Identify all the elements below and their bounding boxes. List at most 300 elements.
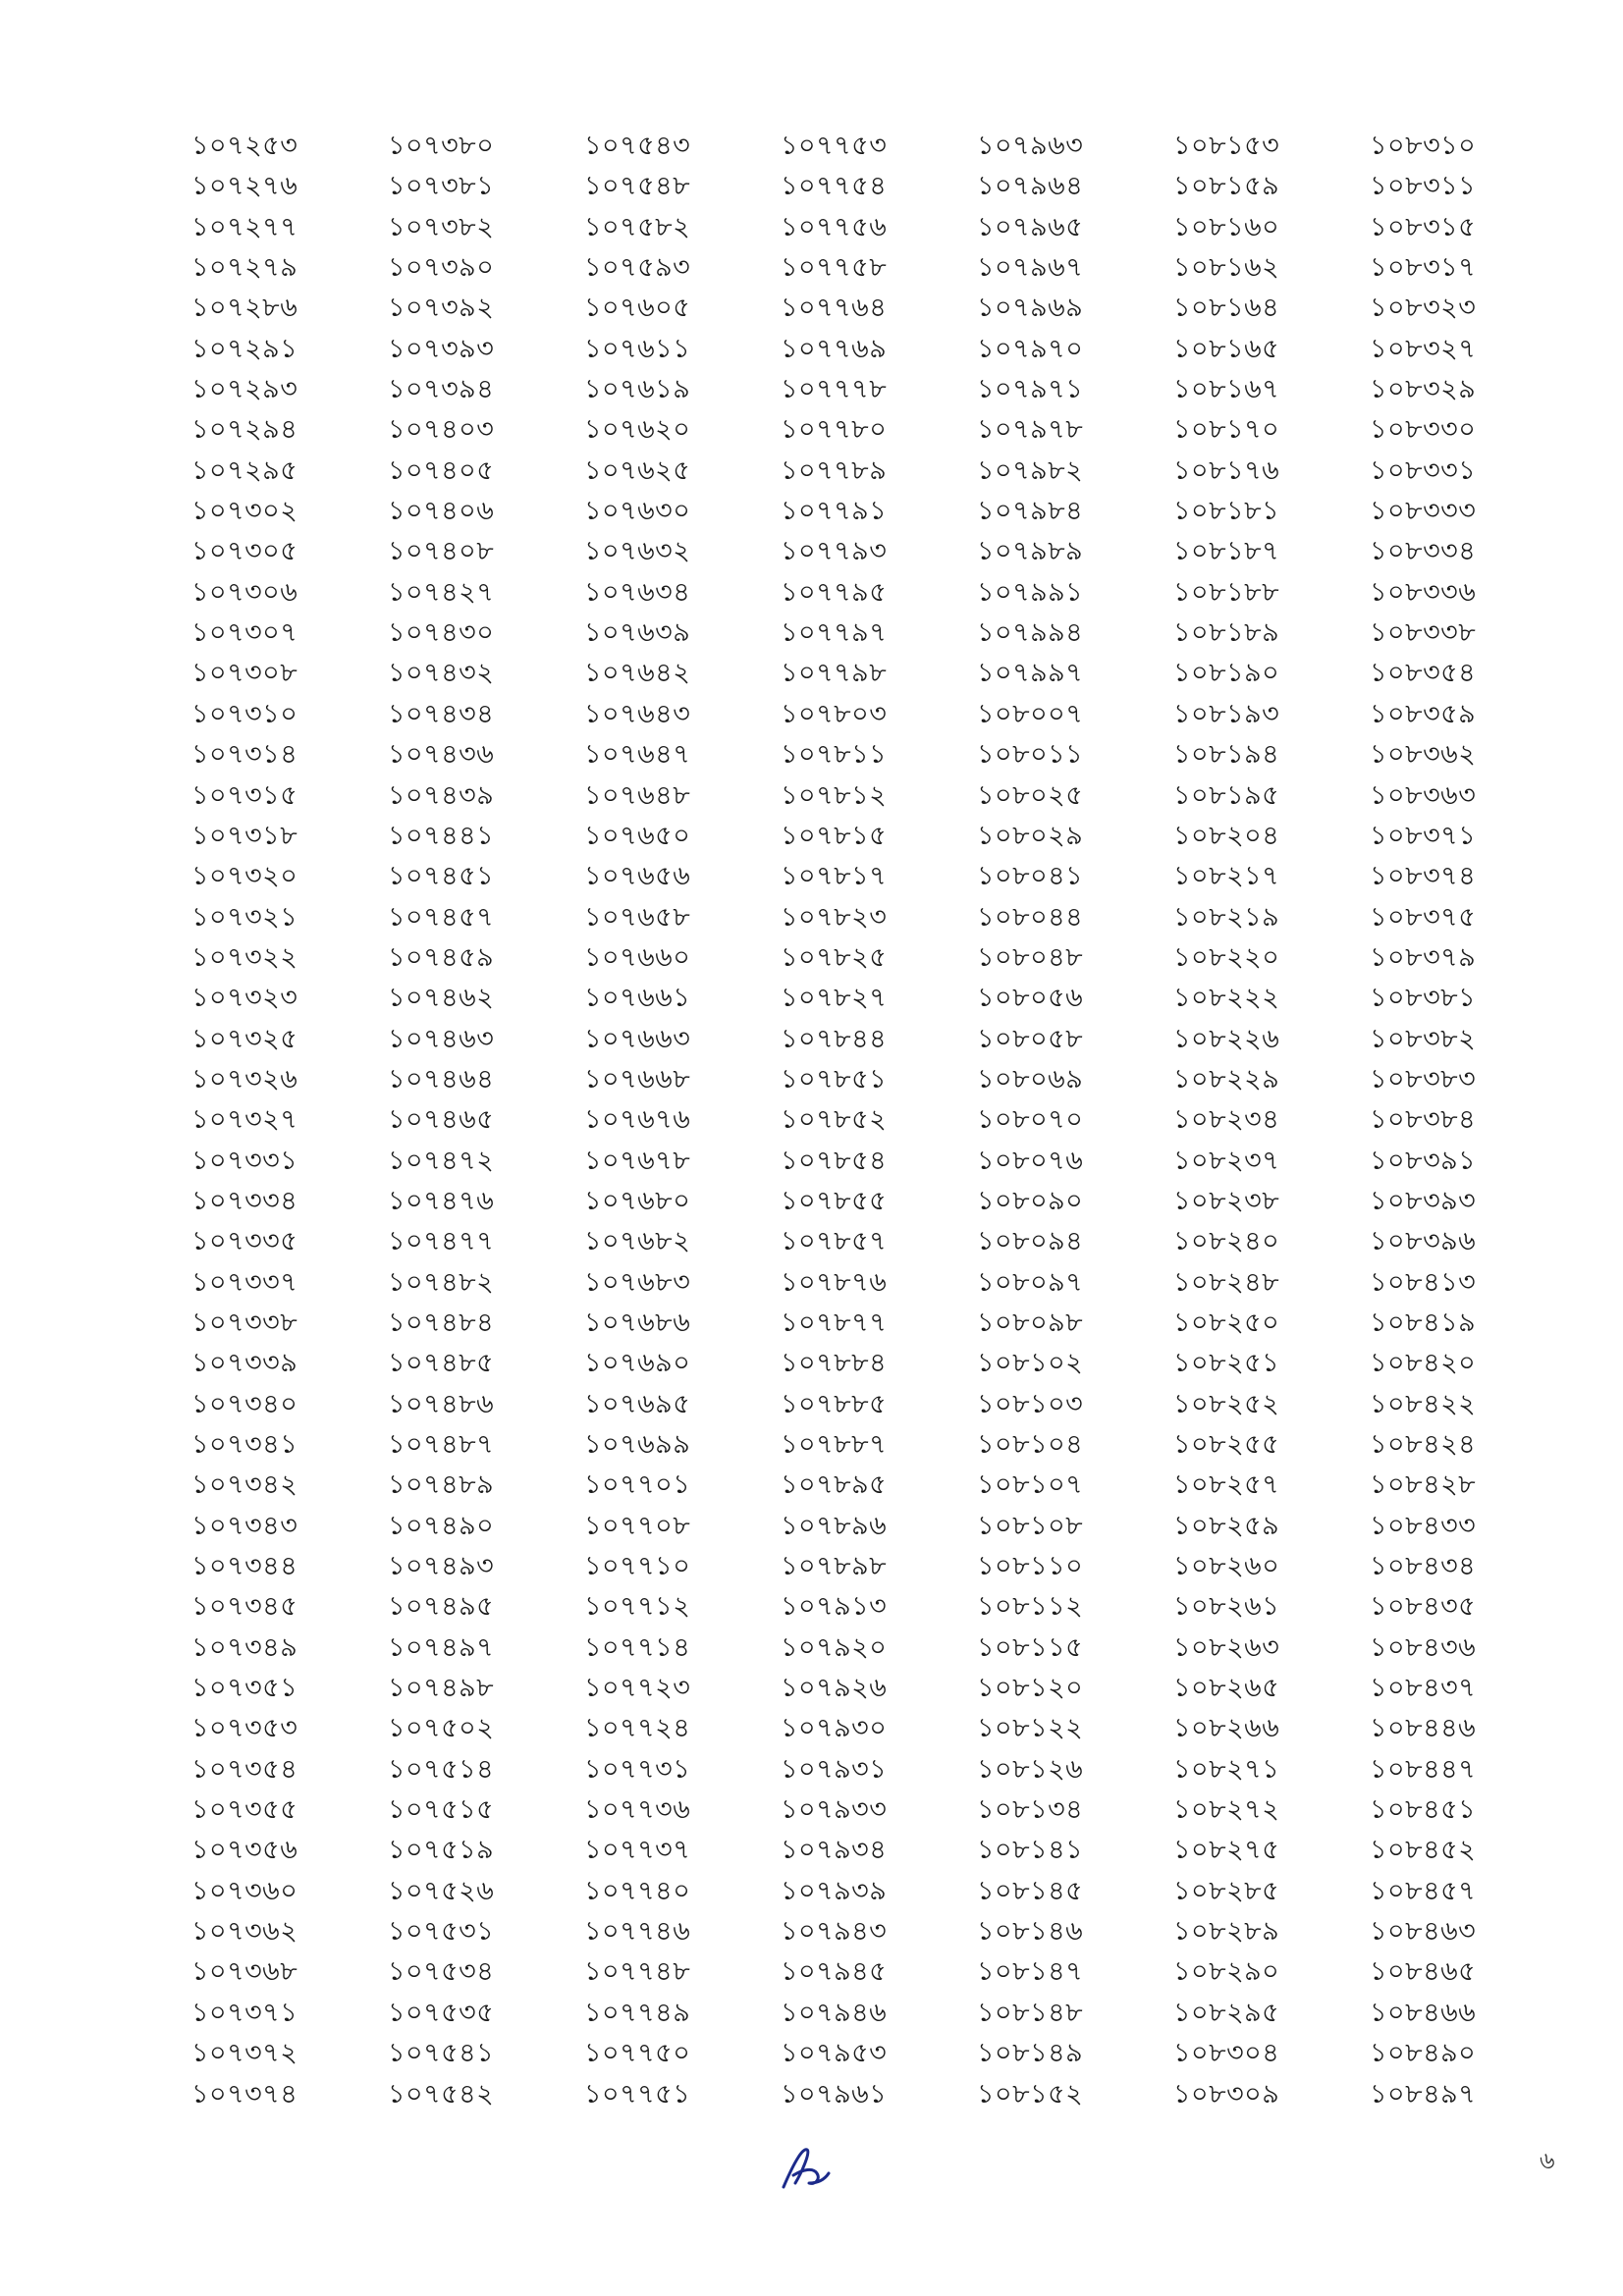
roll-number: ১০৮২৫৫ — [1173, 1429, 1280, 1460]
roll-number: ১০৭৩২৫ — [191, 1023, 298, 1054]
roll-number: ১০৭৬৯৫ — [584, 1388, 691, 1419]
roll-number: ১০৭৩০৫ — [191, 536, 298, 567]
roll-number: ১০৮৩৫৪ — [1370, 658, 1477, 689]
roll-number: ১০৭৯৬৩ — [977, 131, 1084, 161]
roll-number: ১০৮৪৩৭ — [1370, 1673, 1477, 1704]
roll-number: ১০৭৮১৭ — [781, 861, 888, 892]
roll-number: ১০৭৬৮৬ — [584, 1307, 691, 1338]
roll-number: ১০৮৩১৫ — [1370, 211, 1477, 242]
roll-number: ১০৭৬৮০ — [584, 1185, 691, 1216]
roll-number: ১০৮৪৬৫ — [1370, 1956, 1477, 1988]
roll-number: ১০৭৬৬৮ — [584, 1063, 691, 1095]
roll-number: ১০৮১৫২ — [977, 2078, 1084, 2109]
roll-number: ১০৮৩৩৩ — [1370, 496, 1477, 527]
roll-number: ১০৮৩২৯ — [1370, 374, 1477, 405]
roll-number: ১০৭৬৬১ — [584, 983, 691, 1014]
roll-number: ১০৭৪৬৩ — [388, 1023, 495, 1054]
roll-number: ১০৭৭৪০ — [584, 1875, 691, 1906]
roll-number: ১০৮০৫৮ — [977, 1023, 1084, 1054]
roll-number: ১০৭৭৬৯ — [781, 333, 888, 364]
roll-number: ১০৮১৫৯ — [1173, 171, 1280, 202]
roll-number: ১০৮৩৩১ — [1370, 454, 1477, 486]
roll-number: ১০৭৬৩০ — [584, 496, 691, 527]
roll-number: ১০৭৭৩১ — [584, 1753, 691, 1785]
roll-number: ১০৭৩৪৪ — [191, 1551, 298, 1582]
roll-number: ১০৮১২০ — [977, 1673, 1084, 1704]
roll-number: ১০৮৩৭১ — [1370, 820, 1477, 851]
roll-number: ১০৮৪৬৬ — [1370, 1997, 1477, 2028]
roll-number: ১০৮১৭০ — [1173, 414, 1280, 446]
roll-number: ১০৭৩২২ — [191, 941, 298, 973]
roll-number: ১০৭৭৭৮ — [781, 374, 888, 405]
roll-number: ১০৮২৫৯ — [1173, 1510, 1280, 1541]
roll-number: ১০৮২৯৫ — [1173, 1997, 1280, 2028]
roll-number: ১০৭৪৯৫ — [388, 1591, 495, 1623]
roll-number: ১০৭৮৭৭ — [781, 1307, 888, 1338]
roll-number: ১০৭৩৩৫ — [191, 1226, 298, 1257]
roll-number: ১০৭৮৫৫ — [781, 1185, 888, 1216]
roll-number: ১০৭৭৫৪ — [781, 171, 888, 202]
roll-number: ১০৭৪৯০ — [388, 1510, 495, 1541]
roll-number: ১০৭৪০৩ — [388, 414, 495, 446]
roll-number: ১০৭৫৪৩ — [584, 131, 691, 161]
roll-number: ১০৭৮১১ — [781, 739, 888, 771]
roll-number: ১০৭৩৪১ — [191, 1429, 298, 1460]
roll-number: ১০৭৩৩৭ — [191, 1266, 298, 1298]
roll-number: ১০৭৬৪৭ — [584, 739, 691, 771]
roll-number: ১০৮১০৮ — [977, 1510, 1084, 1541]
roll-number: ১০৮৪৩৩ — [1370, 1510, 1477, 1541]
roll-column-1 — [191, 126, 388, 2114]
roll-number: ১০৭৭৫৩ — [781, 131, 888, 161]
roll-number: ১০৮১৬৪ — [1173, 293, 1280, 324]
roll-number: ১০৮১৪৬ — [977, 1916, 1084, 1948]
roll-number: ১০৮০৫৬ — [977, 983, 1084, 1014]
roll-number: ১০৮১২৬ — [977, 1753, 1084, 1785]
roll-number: ১০৭৩৮১ — [388, 171, 495, 202]
roll-number: ১০৮২০৪ — [1173, 820, 1280, 851]
roll-number: ১০৭৪৯৮ — [388, 1673, 495, 1704]
roll-number: ১০৭৩৪২ — [191, 1469, 298, 1501]
roll-number: ১০৭৮৫৪ — [781, 1145, 888, 1176]
roll-number: ১০৭৮৪৪ — [781, 1023, 888, 1054]
roll-number: ১০৭৩৯০ — [388, 252, 495, 284]
roll-number: ১০৮০৪৪ — [977, 901, 1084, 933]
roll-number: ১০৭৩১৮ — [191, 820, 298, 851]
page-number: ৬ — [1540, 2147, 1555, 2174]
roll-number: ১০৭৫২৬ — [388, 1875, 495, 1906]
roll-number: ১০৮২৩৮ — [1173, 1185, 1280, 1216]
roll-number: ১০৭৯৬৭ — [977, 252, 1084, 284]
roll-number: ১০৮৪৪৬ — [1370, 1713, 1477, 1744]
roll-number: ১০৮২৫২ — [1173, 1388, 1280, 1419]
roll-number: ১০৭৮৯৫ — [781, 1469, 888, 1501]
roll-number: ১০৮০৯০ — [977, 1185, 1084, 1216]
roll-number: ১০৮২৫০ — [1173, 1307, 1280, 1338]
roll-column-4 — [781, 126, 977, 2114]
roll-number: ১০৮১৯৩ — [1173, 698, 1280, 729]
roll-number: ১০৭৭৪৯ — [584, 1997, 691, 2028]
roll-number: ১০৮১৪৯ — [977, 2038, 1084, 2069]
roll-number: ১০৮০৯৭ — [977, 1266, 1084, 1298]
roll-number: ১০৭৩৩৯ — [191, 1348, 298, 1379]
roll-number: ১০৭৪৪১ — [388, 820, 495, 851]
roll-number: ১০৮০৬৯ — [977, 1063, 1084, 1095]
roll-number: ১০৭৬২০ — [584, 414, 691, 446]
roll-number: ১০৮২২৯ — [1173, 1063, 1280, 1095]
roll-number: ১০৮৩৯১ — [1370, 1145, 1477, 1176]
roll-number: ১০৭৫৩৫ — [388, 1997, 495, 2028]
roll-number: ১০৭৯৭৮ — [977, 414, 1084, 446]
roll-number: ১০৭৩৪৯ — [191, 1631, 298, 1663]
roll-column-3 — [584, 126, 781, 2114]
roll-number: ১০৭৭৬৪ — [781, 293, 888, 324]
roll-number: ১০৭৯৩০ — [781, 1713, 888, 1744]
roll-number: ১০৭২৯৫ — [191, 454, 298, 486]
roll-number: ১০৮১৯০ — [1173, 658, 1280, 689]
roll-number: ১০৮৪১৩ — [1370, 1266, 1477, 1298]
roll-number: ১০৭৬৭৬ — [584, 1104, 691, 1136]
roll-number: ১০৭৪০৮ — [388, 536, 495, 567]
roll-number: ১০৭৬৮৩ — [584, 1266, 691, 1298]
roll-number: ১০৮২১৭ — [1173, 861, 1280, 892]
roll-number: ১০৮২৬৫ — [1173, 1673, 1280, 1704]
roll-number: ১০৮৪২০ — [1370, 1348, 1477, 1379]
roll-number: ১০৮৪৯৭ — [1370, 2078, 1477, 2109]
roll-number: ১০৮৩২৩ — [1370, 293, 1477, 324]
roll-number: ১০৮২৩৭ — [1173, 1145, 1280, 1176]
roll-number: ১০৭৩১০ — [191, 698, 298, 729]
roll-number: ১০৮১৯৫ — [1173, 779, 1280, 811]
roll-number: ১০৭৫৯৩ — [584, 252, 691, 284]
roll-number: ১০৮৩৩৪ — [1370, 536, 1477, 567]
roll-number: ১০৮০৪৮ — [977, 941, 1084, 973]
roll-number: ১০৮২৩৪ — [1173, 1104, 1280, 1136]
roll-number: ১০৭৪৭২ — [388, 1145, 495, 1176]
roll-number: ১০৭৭৪৮ — [584, 1956, 691, 1988]
roll-number: ১০৮৩৭৪ — [1370, 861, 1477, 892]
roll-number: ১০৭৩২৬ — [191, 1063, 298, 1095]
roll-number: ১০৭৮৫১ — [781, 1063, 888, 1095]
roll-number: ১০৭৯৬৪ — [977, 171, 1084, 202]
roll-number: ১০৮২৬৬ — [1173, 1713, 1280, 1744]
roll-number: ১০৮১৬৫ — [1173, 333, 1280, 364]
roll-number: ১০৮৪৫২ — [1370, 1835, 1477, 1866]
roll-number: ১০৭৩৪৩ — [191, 1510, 298, 1541]
roll-number: ১০৮১৪১ — [977, 1835, 1084, 1866]
roll-number: ১০৮০৯৪ — [977, 1226, 1084, 1257]
roll-number: ১০৭৬৪২ — [584, 658, 691, 689]
roll-number: ১০৭৮০৩ — [781, 698, 888, 729]
roll-number: ১০৮১৬০ — [1173, 211, 1280, 242]
roll-number: ১০৮১১০ — [977, 1551, 1084, 1582]
roll-number: ১০৭৯৪৬ — [781, 1997, 888, 2028]
roll-number: ১০৭৪৮২ — [388, 1266, 495, 1298]
roll-number: ১০৮২৪৮ — [1173, 1266, 1280, 1298]
roll-number: ১০৭৩২৩ — [191, 983, 298, 1014]
roll-number: ১০৭৮৫৭ — [781, 1226, 888, 1257]
roll-number: ১০৭৭৩৭ — [584, 1835, 691, 1866]
roll-number: ১০৮১৮৮ — [1173, 576, 1280, 608]
roll-number: ১০৭৬৩২ — [584, 536, 691, 567]
roll-number: ১০৭৯৩৯ — [781, 1875, 888, 1906]
roll-number: ১০৭৪৬৪ — [388, 1063, 495, 1095]
roll-number: ১০৭৪২৭ — [388, 576, 495, 608]
roll-number: ১০৮৩৯৬ — [1370, 1226, 1477, 1257]
roll-number: ১০৮৩৩৬ — [1370, 576, 1477, 608]
roll-number: ১০৭৬৩৯ — [584, 617, 691, 649]
roll-number: ১০৭৪৬২ — [388, 983, 495, 1014]
roll-number: ১০৭৯৯৪ — [977, 617, 1084, 649]
roll-number: ১০৮২৫১ — [1173, 1348, 1280, 1379]
roll-number: ১০৭৫৮২ — [584, 211, 691, 242]
roll-number: ১০৭৭৮৯ — [781, 454, 888, 486]
roll-number: ১০৮৪৩৬ — [1370, 1631, 1477, 1663]
roll-number: ১০৭৩১৪ — [191, 739, 298, 771]
roll-number: ১০৭২৭৯ — [191, 252, 298, 284]
roll-number: ১০৭৪৫৯ — [388, 941, 495, 973]
roll-number: ১০৮৪৫৭ — [1370, 1875, 1477, 1906]
roll-number: ১০৮৩৫৯ — [1370, 698, 1477, 729]
roll-number: ১০৮১৯৪ — [1173, 739, 1280, 771]
roll-number: ১০৮২৭৫ — [1173, 1835, 1280, 1866]
roll-number: ১০৭৬০৫ — [584, 293, 691, 324]
roll-number: ১০৭৩৫৪ — [191, 1753, 298, 1785]
roll-number: ১০৭৯৩১ — [781, 1753, 888, 1785]
roll-number: ১০৭৬৭৮ — [584, 1145, 691, 1176]
roll-number: ১০৮৩৭৯ — [1370, 941, 1477, 973]
roll-number: ১০৭৯৬১ — [781, 2078, 888, 2109]
roll-number: ১০৮১৩৪ — [977, 1794, 1084, 1826]
roll-number: ১০৮১০৩ — [977, 1388, 1084, 1419]
roll-number: ১০৭৯৪৫ — [781, 1956, 888, 1988]
roll-number: ১০৮১৪৮ — [977, 1997, 1084, 2028]
roll-number: ১০৮২৬০ — [1173, 1551, 1280, 1582]
roll-number: ১০৭৪৫১ — [388, 861, 495, 892]
roll-number: ১০৭৯৭০ — [977, 333, 1084, 364]
roll-number: ১০৭৯৬৯ — [977, 293, 1084, 324]
roll-number: ১০৭৭৯৫ — [781, 576, 888, 608]
roll-number: ১০৭৪৩০ — [388, 617, 495, 649]
roll-number: ১০৮৩৬২ — [1370, 739, 1477, 771]
roll-number: ১০৭৪৮৫ — [388, 1348, 495, 1379]
roll-number: ১০৮১৮৭ — [1173, 536, 1280, 567]
roll-number: ১০৭৯২৬ — [781, 1673, 888, 1704]
roll-number: ১০৭৭৯৮ — [781, 658, 888, 689]
roll-number: ১০৮৩০৪ — [1173, 2038, 1280, 2069]
roll-number: ১০৮১৬৭ — [1173, 374, 1280, 405]
roll-number: ১০৭৮৫২ — [781, 1104, 888, 1136]
roll-number: ১০৮১৫৩ — [1173, 131, 1280, 161]
roll-number: ১০৮১৮১ — [1173, 496, 1280, 527]
roll-number: ১০৮০২৯ — [977, 820, 1084, 851]
roll-number: ১০৭৭৯৩ — [781, 536, 888, 567]
roll-number: ১০৮০৯৮ — [977, 1307, 1084, 1338]
roll-number: ১০৭৭৫৮ — [781, 252, 888, 284]
roll-number: ১০৮০১১ — [977, 739, 1084, 771]
roll-number: ১০৮১৬২ — [1173, 252, 1280, 284]
roll-number: ১০৭৬৫৬ — [584, 861, 691, 892]
roll-number: ১০৭৭৫১ — [584, 2078, 691, 2109]
roll-number: ১০৭৯১৩ — [781, 1591, 888, 1623]
roll-number: ১০৮৪৬৩ — [1370, 1916, 1477, 1948]
roll-number: ১০৭৩৮০ — [388, 131, 495, 161]
roll-number: ১০৭৬৫৮ — [584, 901, 691, 933]
roll-number: ১০৮০০৭ — [977, 698, 1084, 729]
roll-number: ১০৭৭৮০ — [781, 414, 888, 446]
roll-number: ১০৮৪৫১ — [1370, 1794, 1477, 1826]
roll-number: ১০৭৩৩৪ — [191, 1185, 298, 1216]
roll-number: ১০৮১০৭ — [977, 1469, 1084, 1501]
roll-number: ১০৭৮৭৬ — [781, 1266, 888, 1298]
roll-number: ১০৮৪১৯ — [1370, 1307, 1477, 1338]
roll-number: ১০৭২৭৭ — [191, 211, 298, 242]
roll-number: ১০৭৯৮৪ — [977, 496, 1084, 527]
roll-number: ১০৭৯৬৫ — [977, 211, 1084, 242]
roll-column-5 — [977, 126, 1173, 2114]
roll-number: ১০৭৫১৫ — [388, 1794, 495, 1826]
roll-number: ১০৭৫৩৪ — [388, 1956, 495, 1988]
roll-number: ১০৭৪০৬ — [388, 496, 495, 527]
roll-number: ১০৭৬৪৮ — [584, 779, 691, 811]
roll-number: ১০৭৩৫৩ — [191, 1713, 298, 1744]
roll-number: ১০৭৮৯৬ — [781, 1510, 888, 1541]
roll-number: ১০৮১৭৬ — [1173, 454, 1280, 486]
roll-number: ১০৮৪২২ — [1370, 1388, 1477, 1419]
roll-number: ১০৭৮৮৭ — [781, 1429, 888, 1460]
roll-number: ১০৮০৭৬ — [977, 1145, 1084, 1176]
roll-number: ১০৮৩৯৩ — [1370, 1185, 1477, 1216]
roll-number: ১০৮৩৩০ — [1370, 414, 1477, 446]
roll-number: ১০৭৯৮৯ — [977, 536, 1084, 567]
roll-number: ১০৭৯৪৩ — [781, 1916, 888, 1948]
roll-number: ১০৮৩২৭ — [1370, 333, 1477, 364]
roll-number: ১০৭২৯৩ — [191, 374, 298, 405]
roll-number: ১০৭৪৮৭ — [388, 1429, 495, 1460]
roll-number: ১০৭৬২৫ — [584, 454, 691, 486]
roll-number: ১০৮২৪০ — [1173, 1226, 1280, 1257]
roll-number: ১০৮০২৫ — [977, 779, 1084, 811]
roll-number: ১০৭৬৫০ — [584, 820, 691, 851]
roll-number: ১০৭৭৫০ — [584, 2038, 691, 2069]
roll-number: ১০৭৬৬৩ — [584, 1023, 691, 1054]
roll-number: ১০৭৬১৯ — [584, 374, 691, 405]
roll-number: ১০৭৩৯৩ — [388, 333, 495, 364]
roll-number: ১০৮৪৩৫ — [1370, 1591, 1477, 1623]
roll-number: ১০৮৩৮১ — [1370, 983, 1477, 1014]
roll-number: ১০৭৩৬২ — [191, 1916, 298, 1948]
roll-number: ১০৭৭১৪ — [584, 1631, 691, 1663]
roll-number: ১০৮২৫৭ — [1173, 1469, 1280, 1501]
roll-number: ১০৭৪৮৯ — [388, 1469, 495, 1501]
roll-number: ১০৭৮৮৪ — [781, 1348, 888, 1379]
roll-number: ১০৮৪৪৭ — [1370, 1753, 1477, 1785]
roll-number: ১০৮৩৮৪ — [1370, 1104, 1477, 1136]
roll-number: ১০৭৩৭২ — [191, 2038, 298, 2069]
roll-number: ১০৭৮১২ — [781, 779, 888, 811]
roll-number: ১০৭৭২৪ — [584, 1713, 691, 1744]
roll-number: ১০৭৪৮৬ — [388, 1388, 495, 1419]
roll-number: ১০৭৩৭১ — [191, 1997, 298, 2028]
roll-number: ১০৭৩৫৬ — [191, 1835, 298, 1866]
roll-number: ১০৭৪৩৪ — [388, 698, 495, 729]
roll-number: ১০৭৮২৩ — [781, 901, 888, 933]
roll-number: ১০৭৪৩৯ — [388, 779, 495, 811]
roll-number: ১০৭৫১৯ — [388, 1835, 495, 1866]
roll-number: ১০৮২৬৩ — [1173, 1631, 1280, 1663]
roll-number: ১০৭৬৮২ — [584, 1226, 691, 1257]
roll-number: ১০৮৩৮৩ — [1370, 1063, 1477, 1095]
roll-column-7 — [1370, 126, 1566, 2114]
roll-number: ১০৭৮৮৫ — [781, 1388, 888, 1419]
roll-number: ১০৮২৮৫ — [1173, 1875, 1280, 1906]
roll-number: ১০৭৮২৫ — [781, 941, 888, 973]
roll-number: ১০৭৯৮২ — [977, 454, 1084, 486]
roll-number: ১০৭২৫৩ — [191, 131, 298, 161]
roll-number: ১০৭৩৭৪ — [191, 2078, 298, 2109]
roll-number: ১০৮৪৩৪ — [1370, 1551, 1477, 1582]
roll-number: ১০৭৪০৫ — [388, 454, 495, 486]
roll-number: ১০৭৮২৭ — [781, 983, 888, 1014]
roll-number: ১০৭৫৪৮ — [584, 171, 691, 202]
roll-number: ১০৮১১৫ — [977, 1631, 1084, 1663]
roll-number: ১০৭৩৪০ — [191, 1388, 298, 1419]
roll-number: ১০৮৩০৯ — [1173, 2078, 1280, 2109]
roll-number: ১০৭৬৯৯ — [584, 1429, 691, 1460]
roll-number: ১০৭৪৮৪ — [388, 1307, 495, 1338]
roll-number: ১০৭৩৪৫ — [191, 1591, 298, 1623]
roll-number: ১০৮৩৮২ — [1370, 1023, 1477, 1054]
roll-number: ১০৮৩১০ — [1370, 131, 1477, 161]
roll-number: ১০৭৩৬৮ — [191, 1956, 298, 1988]
roll-number: ১০৭৩৯২ — [388, 293, 495, 324]
roll-number: ১০৮২৬১ — [1173, 1591, 1280, 1623]
roll-number: ১০৭৫০২ — [388, 1713, 495, 1744]
roll-number: ১০৭৬৬০ — [584, 941, 691, 973]
roll-number: ১০৭৯৩৪ — [781, 1835, 888, 1866]
roll-number: ১০৮০৪১ — [977, 861, 1084, 892]
roll-number: ১০৮৩১৭ — [1370, 252, 1477, 284]
roll-number: ১০৭৪৫৭ — [388, 901, 495, 933]
roll-number: ১০৭৩২৭ — [191, 1104, 298, 1136]
roll-number: ১০৮২২২ — [1173, 983, 1280, 1014]
roll-number: ১০৭৪৯৭ — [388, 1631, 495, 1663]
roll-number: ১০৮১৮৯ — [1173, 617, 1280, 649]
roll-number: ১০৭৮১৫ — [781, 820, 888, 851]
roll-number: ১০৭৫৪২ — [388, 2078, 495, 2109]
roll-number: ১০৭২৯৪ — [191, 414, 298, 446]
roll-number: ১০৭৫৪১ — [388, 2038, 495, 2069]
roll-number: ১০৭৯৯৭ — [977, 658, 1084, 689]
roll-number: ১০৮২২৬ — [1173, 1023, 1280, 1054]
roll-number: ১০৮১২২ — [977, 1713, 1084, 1744]
roll-number: ১০৮২১৯ — [1173, 901, 1280, 933]
roll-number: ১০৭৭১২ — [584, 1591, 691, 1623]
roll-number: ১০৭৭২৩ — [584, 1673, 691, 1704]
roll-number: ১০৭৬৩৪ — [584, 576, 691, 608]
roll-number: ১০৮৩৩৮ — [1370, 617, 1477, 649]
roll-number: ১০৭৩১৫ — [191, 779, 298, 811]
roll-number: ১০৭৫৩১ — [388, 1916, 495, 1948]
roll-number: ১০৮০৭০ — [977, 1104, 1084, 1136]
roll-number: ১০৭৪৯৩ — [388, 1551, 495, 1582]
roll-number: ১০৮১১২ — [977, 1591, 1084, 1623]
roll-number: ১০৭৭৯৭ — [781, 617, 888, 649]
roll-number: ১০৮৩১১ — [1370, 171, 1477, 202]
roll-number-grid — [191, 126, 1566, 2114]
roll-number: ১০৭৩৩৮ — [191, 1307, 298, 1338]
handwritten-signature — [776, 2140, 835, 2199]
